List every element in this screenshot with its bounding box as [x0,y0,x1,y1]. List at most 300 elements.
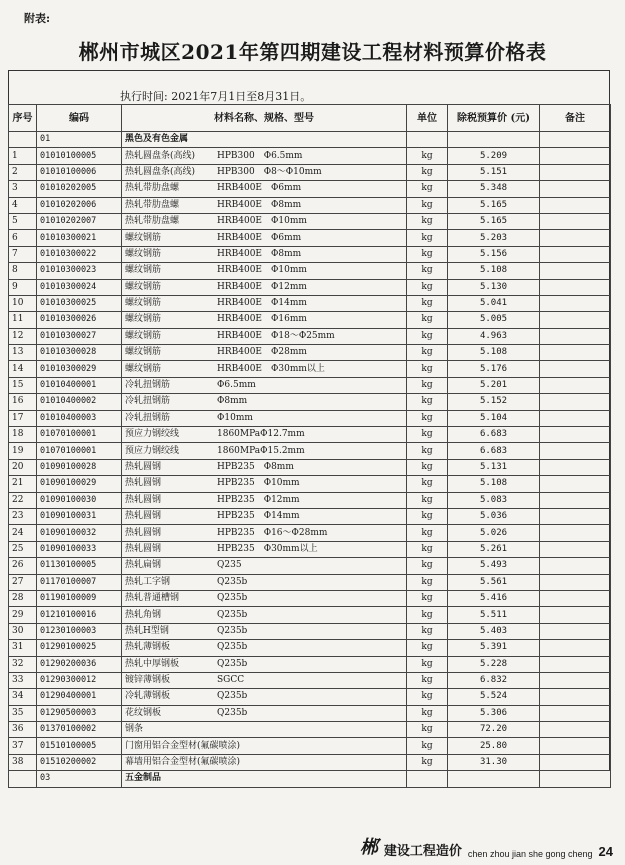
row-price: 5.511 [448,607,540,623]
row-price: 5.209 [448,148,540,164]
row-remark [540,263,611,279]
row-unit: kg [407,345,448,361]
row-remark [540,181,611,197]
row-remark [540,476,611,492]
row-code: 01090100032 [37,525,122,541]
row-material [122,590,407,606]
row-remark [540,738,611,754]
row-material [122,246,407,262]
row-code: 01090100028 [37,459,122,475]
row-material [122,525,407,541]
row-index: 22 [9,492,37,508]
row-name: 热轧扁钢 [125,560,162,571]
row-code: 01370100002 [37,722,122,738]
row-material [122,689,407,705]
table-row [9,672,611,688]
row-spec: Q235b [217,642,248,653]
row-index: 23 [9,508,37,524]
table-row [9,656,611,672]
row-remark [540,213,611,229]
row-price: 5.130 [448,279,540,295]
row-material [122,197,407,213]
row-spec: HRB400E Φ12mm [217,281,307,292]
row-code: 01230100003 [37,623,122,639]
row-price: 6.683 [448,443,540,459]
table-row [9,738,611,754]
row-material [122,377,407,393]
row-spec: HPB235 Φ16～Φ28mm [217,527,328,538]
row-unit: kg [407,459,448,475]
row-code: 01070100001 [37,443,122,459]
row-unit: kg [407,164,448,180]
header-price: 除税预算价 (元) [448,105,540,132]
row-index: 3 [9,181,37,197]
table-row [9,410,611,426]
row-name: 冷轧扭钢筋 [125,396,171,407]
row-index: 24 [9,525,37,541]
row-price: 5.261 [448,541,540,557]
row-code: 01010400001 [37,377,122,393]
row-unit: kg [407,525,448,541]
row-index: 1 [9,148,37,164]
row-name: 花纹钢板 [125,707,162,718]
row-name: 热轧薄钢板 [125,642,171,653]
row-spec: Φ6.5mm [217,380,256,391]
row-remark [540,361,611,377]
row-code: 01090100029 [37,476,122,492]
row-spec: HPB235 Φ8mm [217,462,294,472]
row-price: 5.165 [448,213,540,229]
row-material [122,279,407,295]
row-index: 8 [9,263,37,279]
row-remark [540,558,611,574]
table-row [9,328,611,344]
row-index: 18 [9,427,37,443]
section-unit [407,132,448,148]
row-remark [540,590,611,606]
table-row [9,377,611,393]
row-price: 5.391 [448,640,540,656]
row-name: 冷轧扭钢筋 [125,380,171,391]
row-remark [540,623,611,639]
row-spec: HRB400E Φ16mm [217,314,307,325]
header-code: 编码 [37,105,122,132]
effective-period: 执行时间: 2021年7月1日至8月31日。 [120,90,312,103]
row-code: 01170100007 [37,574,122,590]
row-index: 38 [9,754,37,770]
row-index: 13 [9,345,37,361]
row-name: 螺纹钢筋 [125,363,162,374]
row-index: 19 [9,443,37,459]
row-material [122,443,407,459]
row-code: 01290300012 [37,672,122,688]
row-unit: kg [407,427,448,443]
row-spec: HPB235 Φ14mm [217,511,300,522]
attachment-label: 附表: [24,12,51,25]
row-index: 20 [9,459,37,475]
footer-brand: 建设工程造价 [383,844,462,859]
row-name: 热轧圆钢 [125,462,162,472]
row-remark [540,295,611,311]
header-index: 序号 [9,105,37,132]
row-material [122,213,407,229]
row-price: 5.131 [448,459,540,475]
row-name: 热轧角钢 [125,609,162,620]
row-material [122,263,407,279]
row-name: 热轧中厚钢板 [125,658,180,669]
page-number: 24 [598,844,613,859]
row-material [122,672,407,688]
row-spec: HRB400E Φ8mm [217,199,302,210]
row-unit: kg [407,689,448,705]
section-price [448,132,540,148]
row-index: 11 [9,312,37,328]
row-index: 7 [9,246,37,262]
row-code: 01010300026 [37,312,122,328]
table-row [9,623,611,639]
row-name: 预应力钢绞线 [125,445,180,456]
row-code: 01010300025 [37,295,122,311]
section-code: 01 [37,132,122,148]
row-remark [540,279,611,295]
row-material [122,148,407,164]
row-code: 01010202005 [37,181,122,197]
row-index: 25 [9,541,37,557]
table-row [9,246,611,262]
row-unit: kg [407,541,448,557]
table-row [9,508,611,524]
row-material [122,394,407,410]
row-code: 01290400001 [37,689,122,705]
row-remark [540,656,611,672]
row-spec: Q235b [217,691,248,702]
section-row [9,132,611,148]
table-row [9,722,611,738]
table-row [9,345,611,361]
row-code: 01010202007 [37,213,122,229]
row-spec: Q235b [217,593,248,604]
row-code: 01070100001 [37,427,122,443]
row-name: 镀锌薄钢板 [125,675,171,686]
table-row [9,640,611,656]
row-price: 72.20 [448,722,540,738]
table-row [9,459,611,475]
row-index: 30 [9,623,37,639]
row-name: 热轧圆盘条(高线) [125,166,196,177]
row-name: 热轧H型钢 [125,625,169,636]
row-unit: kg [407,492,448,508]
row-code: 01290500003 [37,705,122,721]
row-name: 门窗用铝合金型材(氟碳喷涂) [125,740,241,751]
row-spec: Q235 [217,560,242,571]
table-row [9,148,611,164]
table-row [9,427,611,443]
row-index: 21 [9,476,37,492]
row-name: 螺纹钢筋 [125,298,162,309]
row-index: 12 [9,328,37,344]
row-remark [540,525,611,541]
row-code: 01190100009 [37,590,122,606]
row-spec: Φ10mm [217,412,253,423]
row-name: 热轧圆钢 [125,511,162,522]
row-remark [540,164,611,180]
logo-icon: 郴 [359,837,378,858]
row-price: 5.403 [448,623,540,639]
row-price: 4.963 [448,328,540,344]
row-code: 01510100005 [37,738,122,754]
row-remark [540,230,611,246]
row-remark [540,246,611,262]
row-code: 01010202006 [37,197,122,213]
row-price: 5.176 [448,361,540,377]
row-name: 热轧带肋盘螺 [125,183,180,194]
row-spec: HRB400E Φ10mm [217,265,307,276]
row-unit: kg [407,328,448,344]
row-index: 27 [9,574,37,590]
row-remark [540,148,611,164]
table-row [9,295,611,311]
section-name: 黑色及有色金属 [122,132,407,148]
row-index: 10 [9,295,37,311]
row-price: 5.041 [448,295,540,311]
row-price: 5.165 [448,197,540,213]
row-price: 5.156 [448,246,540,262]
table-row [9,574,611,590]
row-price: 5.083 [448,492,540,508]
row-unit: kg [407,640,448,656]
table-row [9,590,611,606]
table-row [9,213,611,229]
table-row [9,361,611,377]
row-name: 幕墙用铝合金型材(氟碳喷涂) [125,757,241,768]
row-unit: kg [407,361,448,377]
row-unit: kg [407,607,448,623]
row-price: 5.108 [448,263,540,279]
row-name: 螺纹钢筋 [125,314,162,325]
row-unit: kg [407,197,448,213]
row-name: 热轧普通槽钢 [125,593,180,604]
row-unit: kg [407,230,448,246]
section-row [9,771,611,787]
row-index: 32 [9,656,37,672]
row-remark [540,345,611,361]
table-row [9,607,611,623]
row-name: 热轧工字钢 [125,576,171,587]
row-remark [540,607,611,623]
row-name: 螺纹钢筋 [125,265,162,276]
row-price: 5.348 [448,181,540,197]
row-material [122,181,407,197]
footer-pinyin: chen zhou jian she gong cheng [467,849,593,859]
row-name: 热轧圆钢 [125,527,162,538]
row-unit: kg [407,246,448,262]
row-unit: kg [407,590,448,606]
row-unit: kg [407,312,448,328]
row-spec: HPB300 Φ8～Φ10mm [217,166,322,177]
row-remark [540,492,611,508]
row-material [122,410,407,426]
row-spec: HRB400E Φ28mm [217,347,307,358]
row-material [122,754,407,770]
header-unit: 单位 [407,105,448,132]
row-remark [540,312,611,328]
row-unit: kg [407,558,448,574]
row-index: 36 [9,722,37,738]
row-spec: HRB400E Φ6mm [217,183,302,194]
section-index [9,132,37,148]
row-unit: kg [407,410,448,426]
row-unit: kg [407,394,448,410]
table-body [9,132,611,788]
table-header-row [9,105,611,132]
row-price: 5.306 [448,705,540,721]
row-material [122,508,407,524]
row-name: 螺纹钢筋 [125,330,162,341]
row-code: 01090100030 [37,492,122,508]
row-index: 15 [9,377,37,393]
row-spec: Q235b [217,609,248,620]
row-spec: HPB235 Φ10mm [217,478,300,489]
row-unit: kg [407,279,448,295]
row-index: 31 [9,640,37,656]
row-spec: HRB400E Φ18～Φ25mm [217,330,335,341]
row-material [122,427,407,443]
row-price: 5.151 [448,164,540,180]
row-code: 01010300028 [37,345,122,361]
row-remark [540,443,611,459]
row-spec: 1860MPaΦ12.7mm [217,429,305,440]
row-spec: Q235b [217,658,248,669]
row-material [122,492,407,508]
row-unit: kg [407,443,448,459]
row-code: 01010100006 [37,164,122,180]
row-unit: kg [407,508,448,524]
header-name: 材料名称、规格、型号 [122,105,407,132]
row-price: 6.683 [448,427,540,443]
row-unit: kg [407,722,448,738]
row-index: 37 [9,738,37,754]
row-price: 5.026 [448,525,540,541]
row-material [122,623,407,639]
row-remark [540,689,611,705]
row-name: 热轧带肋盘螺 [125,216,180,227]
row-material [122,574,407,590]
page-title: 郴州市城区2021年第四期建设工程材料预算价格表 [78,40,547,64]
row-index: 6 [9,230,37,246]
row-code: 01010400003 [37,410,122,426]
section-code: 03 [37,771,122,787]
row-remark [540,722,611,738]
row-name: 热轧圆盘条(高线) [125,150,196,161]
row-index: 33 [9,672,37,688]
row-material [122,607,407,623]
row-index: 5 [9,213,37,229]
row-remark [540,459,611,475]
row-material [122,558,407,574]
section-name: 五金制品 [122,771,407,787]
row-material [122,295,407,311]
row-price: 5.108 [448,476,540,492]
table-row [9,525,611,541]
row-price: 5.104 [448,410,540,426]
table-row [9,181,611,197]
row-spec: HRB400E Φ6mm [217,232,302,243]
row-code: 01290100025 [37,640,122,656]
row-price: 5.036 [448,508,540,524]
row-material [122,722,407,738]
row-spec: Φ8mm [217,396,248,407]
row-remark [540,394,611,410]
table-row [9,558,611,574]
row-name: 螺纹钢筋 [125,232,162,243]
row-price: 5.203 [448,230,540,246]
row-material [122,230,407,246]
row-unit: kg [407,181,448,197]
row-remark [540,328,611,344]
table-row [9,263,611,279]
row-spec: HPB235 Φ12mm [217,494,300,505]
row-remark [540,574,611,590]
row-unit: kg [407,377,448,393]
row-remark [540,541,611,557]
row-index: 17 [9,410,37,426]
row-remark [540,705,611,721]
row-index: 9 [9,279,37,295]
row-remark [540,377,611,393]
row-price: 5.201 [448,377,540,393]
row-code: 01010300024 [37,279,122,295]
row-remark [540,672,611,688]
row-price: 5.152 [448,394,540,410]
row-price: 25.80 [448,738,540,754]
row-spec: HRB400E Φ30mm以上 [217,363,325,374]
row-price: 31.30 [448,754,540,770]
row-index: 26 [9,558,37,574]
row-index: 34 [9,689,37,705]
row-spec: HRB400E Φ8mm [217,248,302,259]
row-unit: kg [407,574,448,590]
table-row [9,279,611,295]
table-row [9,443,611,459]
table-row [9,394,611,410]
section-index [9,771,37,787]
row-remark [540,427,611,443]
row-name: 螺纹钢筋 [125,347,162,358]
row-spec: SGCC [217,675,245,686]
row-spec: 1860MPaΦ15.2mm [217,445,305,456]
row-spec: Q235b [217,625,248,636]
row-unit: kg [407,738,448,754]
row-material [122,361,407,377]
row-unit: kg [407,705,448,721]
row-code: 01010300023 [37,263,122,279]
table-row [9,541,611,557]
row-name: 热轧圆钢 [125,494,162,505]
row-spec: HPB300 Φ6.5mm [217,150,303,161]
row-spec: HRB400E Φ14mm [217,298,307,309]
table-row [9,492,611,508]
row-name: 热轧带肋盘螺 [125,199,180,210]
table-row [9,164,611,180]
row-index: 16 [9,394,37,410]
row-spec: Q235b [217,707,248,718]
row-price: 5.493 [448,558,540,574]
row-material [122,312,407,328]
row-index: 2 [9,164,37,180]
table-row [9,689,611,705]
row-remark [540,197,611,213]
row-price: 5.108 [448,345,540,361]
